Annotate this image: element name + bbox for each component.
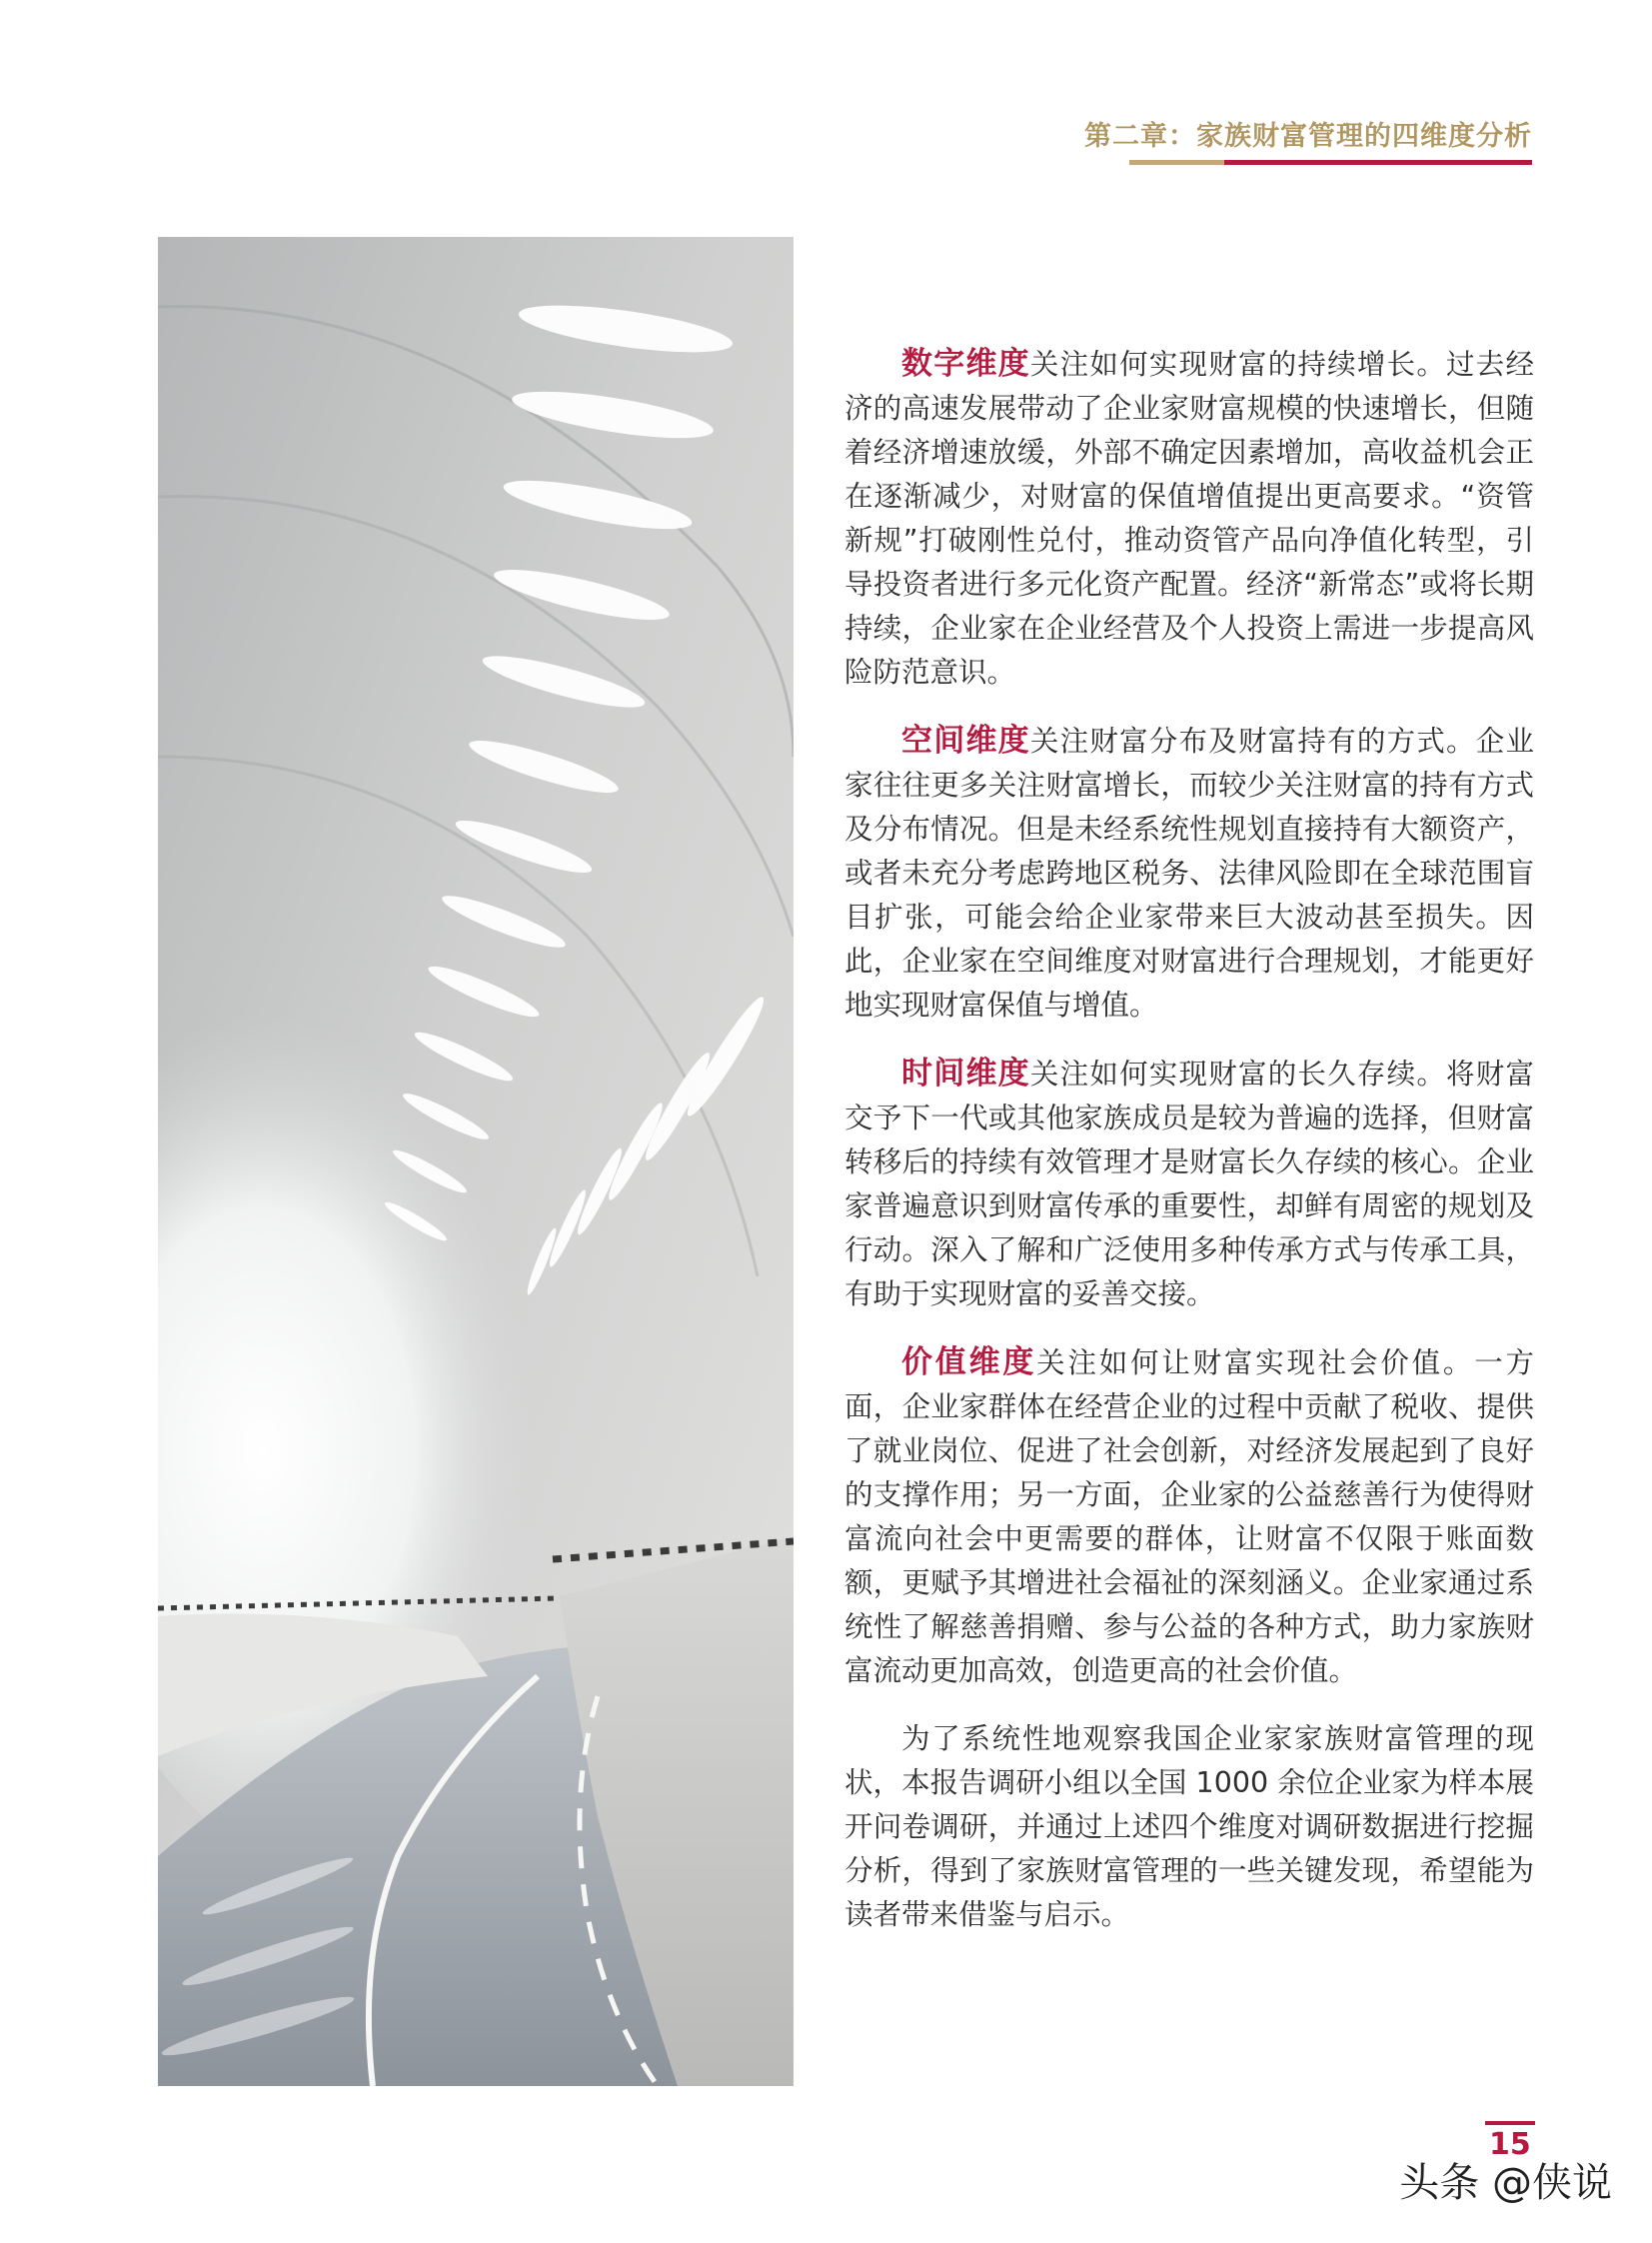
chapter-title: 第二章：家族财富管理的四维度分析 [1084, 121, 1532, 152]
paragraph-conclusion [844, 1717, 1534, 1937]
watermark: 头条 @侠说 [1399, 2160, 1612, 2206]
body-text [844, 342, 1534, 1961]
paragraph-space [844, 719, 1534, 1028]
paragraph-text: 关注如何让财富实现社会价值。一方面，企业家群体在经营企业的过程中贡献了税收、提供了就业岗位、促进了社会创新，对经济发展起到了良好的支撑作用；另一方面，企业家的公益慈善行为使得财富流向社会中更需要的群体，让财富不仅限于账面数额，更赋予其增进社会福祉的深刻涵义。企业家通过系统性了解慈善捐赠、参与公益的各种方式，助力家族财富流动更加高效，创造更高的社会价值。 [844, 1346, 1534, 1687]
tunnel-photo-icon [158, 237, 794, 2086]
keyword-time: 时间维度 [901, 1056, 1030, 1092]
page-number: 15 [1489, 2127, 1531, 2162]
header-rule-red [1224, 160, 1532, 165]
paragraph-text: 关注财富分布及财富持有的方式。企业家往往更多关注财富增长，而较少关注财富的持有方式及分布情况。但是未经系统性规划直接持有大额资产，或者未充分考虑跨地区税务、法律风险即在全球范围盲目扩张，可能会给企业家带来巨大波动甚至损失。因此，企业家在空间维度对财富进行合理规划，才能更好地实现财富保值与增值。 [844, 725, 1534, 1022]
paragraph-numeric [844, 342, 1534, 695]
paragraph-text: 为了系统性地观察我国企业家家族财富管理的现状，本报告调研小组以全国 1000 余位企业家为样本展开问卷调研，并通过上述四个维度对调研数据进行挖掘分析，得到了家族财富管理的一些关键发现，希望能为读者带来借鉴与启示。 [844, 1722, 1534, 1931]
header-rule-gold [1129, 160, 1224, 165]
keyword-numeric: 数字维度 [901, 346, 1030, 382]
keyword-space: 空间维度 [901, 723, 1030, 759]
paragraph-time [844, 1052, 1534, 1316]
keyword-value: 价值维度 [901, 1344, 1037, 1380]
paragraph-text: 关注如何实现财富的持续增长。过去经济的高速发展带动了企业家财富规模的快速增长，但随着经济增速放缓，外部不确定因素增加，高收益机会正在逐渐减少，对财富的保值增值提出更高要求。“资管新规”打破刚性兑付，推动资管产品向净值化转型，引导投资者进行多元化资产配置。经济“新常态”或将长期持续，企业家在企业经营及个人投资上需进一步提高风险防范意识。 [844, 348, 1534, 689]
paragraph-value [844, 1340, 1534, 1693]
paragraph-text: 关注如何实现财富的长久存续。将财富交予下一代或其他家族成员是较为普遍的选择，但财富转移后的持续有效管理才是财富长久存续的核心。企业家普遍意识到财富传承的重要性，却鲜有周密的规划及行动。深入了解和广泛使用多种传承方式与传承工具，有助于实现财富的妥善交接。 [844, 1058, 1534, 1310]
